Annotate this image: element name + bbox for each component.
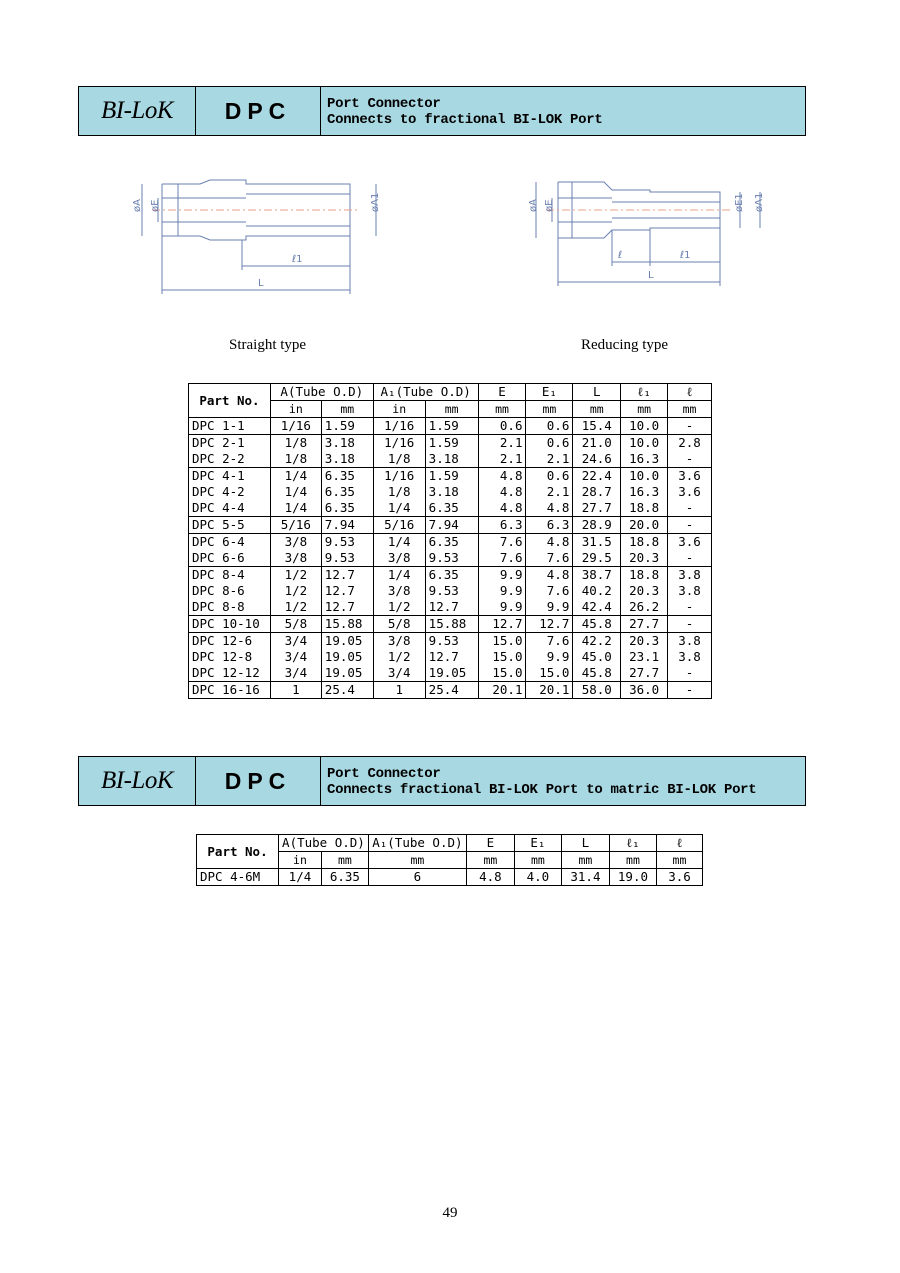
reducing-type-diagram	[520, 170, 780, 300]
table-cell: 9.53	[321, 550, 373, 567]
unit-cell: mm	[321, 401, 373, 418]
table-row	[189, 517, 712, 534]
table-cell: 23.1	[621, 649, 668, 665]
header-part-no: Part No.	[197, 835, 279, 869]
table-cell: 18.8	[621, 534, 668, 551]
table-cell: 7.6	[478, 550, 526, 567]
table-cell: 12.7	[321, 583, 373, 599]
table-row	[189, 649, 712, 665]
section-header-banner	[78, 86, 806, 136]
table-cell: 45.8	[573, 665, 621, 682]
table-cell: 58.0	[573, 682, 621, 699]
unit-cell: in	[279, 852, 322, 869]
brand-logo: BI-LoK	[79, 87, 196, 135]
table-cell: 16.3	[621, 484, 668, 500]
table-cell: 7.94	[321, 517, 373, 534]
table-row	[189, 484, 712, 500]
table-cell: 2.1	[526, 451, 573, 468]
unit-cell: mm	[621, 401, 668, 418]
label-length: L	[648, 270, 654, 281]
table-cell: 4.8	[478, 468, 526, 485]
table-cell: 27.7	[573, 500, 621, 517]
part-number-cell: DPC 4-2	[189, 484, 271, 500]
table-cell: 22.4	[573, 468, 621, 485]
table-cell: 26.2	[621, 599, 668, 616]
row-group	[189, 468, 712, 517]
table-row	[189, 500, 712, 517]
table-cell: 27.7	[621, 665, 668, 682]
table-cell: 1.59	[425, 435, 478, 452]
header-l: L	[573, 384, 621, 401]
part-number-cell: DPC 16-16	[189, 682, 271, 699]
label-l1: ℓ1	[680, 250, 691, 261]
straight-type-diagram	[120, 170, 390, 300]
label-dia-a1: øA1	[370, 192, 381, 212]
table-cell: 29.5	[573, 550, 621, 567]
table-cell: 9.9	[526, 649, 573, 665]
table-row	[189, 468, 712, 485]
table-cell: -	[668, 550, 712, 567]
header-l1: ℓ₁	[609, 835, 656, 852]
table-cell: 0.6	[526, 468, 573, 485]
table-cell: 2.8	[668, 435, 712, 452]
unit-cell: mm	[656, 852, 702, 869]
table-cell: 18.8	[621, 567, 668, 584]
table-cell: 3.18	[321, 435, 373, 452]
table-cell: 3/8	[270, 534, 321, 551]
table-row	[189, 567, 712, 584]
table-cell: 7.6	[526, 550, 573, 567]
description-line-2: Connects fractional BI-LOK Port to matric BI-LOK Port	[327, 782, 757, 798]
table-cell: 31.5	[573, 534, 621, 551]
table-cell: 16.3	[621, 451, 668, 468]
part-number-cell: DPC 8-6	[189, 583, 271, 599]
table-cell: 12.7	[425, 649, 478, 665]
table-cell: 1/4	[373, 500, 425, 517]
unit-cell: mm	[368, 852, 466, 869]
header-e: E	[466, 835, 514, 852]
table-cell: 0.6	[526, 418, 573, 435]
table-row	[189, 583, 712, 599]
table-cell: 6	[368, 869, 466, 886]
brand-logo: BI-LoK	[79, 757, 196, 805]
table-cell: 1/2	[270, 599, 321, 616]
table-cell: 9.9	[526, 599, 573, 616]
header-ell: ℓ	[668, 384, 712, 401]
table-cell: 1/16	[270, 418, 321, 435]
table-row	[189, 665, 712, 682]
table-cell: 15.0	[478, 649, 526, 665]
table-cell: 1/2	[373, 649, 425, 665]
table-cell: 12.7	[478, 616, 526, 633]
header-e: E	[478, 384, 526, 401]
table-cell: 20.3	[621, 550, 668, 567]
table-cell: 1/2	[270, 567, 321, 584]
metric-dimensions-table	[196, 834, 703, 886]
table-cell: 1/4	[373, 534, 425, 551]
table-cell: 9.53	[425, 633, 478, 650]
table-cell: -	[668, 599, 712, 616]
table-cell: 3/8	[373, 583, 425, 599]
unit-cell: mm	[668, 401, 712, 418]
table-cell: 4.8	[478, 484, 526, 500]
table-cell: 3.18	[321, 451, 373, 468]
table-cell: 6.35	[425, 567, 478, 584]
table-cell: 20.3	[621, 633, 668, 650]
part-number-cell: DPC 2-2	[189, 451, 271, 468]
part-number-cell: DPC 4-6M	[197, 869, 279, 886]
dimensions-table	[188, 383, 712, 699]
unit-cell: mm	[478, 401, 526, 418]
table-cell: 1.59	[425, 418, 478, 435]
product-code: DPC	[196, 87, 321, 135]
unit-cell: mm	[609, 852, 656, 869]
table-cell: -	[668, 665, 712, 682]
row-group	[189, 435, 712, 468]
table-cell: 1/8	[270, 435, 321, 452]
header-e1: E₁	[514, 835, 561, 852]
table-cell: 3/8	[373, 633, 425, 650]
table-cell: 12.7	[321, 599, 373, 616]
table-cell: -	[668, 418, 712, 435]
table-cell: 3.6	[656, 869, 702, 886]
table-cell: 9.53	[425, 583, 478, 599]
table-cell: 27.7	[621, 616, 668, 633]
table-cell: 6.35	[425, 500, 478, 517]
table-cell: 10.0	[621, 468, 668, 485]
row-group	[189, 534, 712, 567]
part-number-cell: DPC 4-4	[189, 500, 271, 517]
unit-cell: mm	[321, 852, 368, 869]
table-cell: -	[668, 682, 712, 699]
label-dia-a: øA	[132, 199, 143, 212]
table-cell: 1	[373, 682, 425, 699]
label-l: ℓ	[618, 250, 623, 261]
table-cell: 3/8	[270, 550, 321, 567]
table-cell: 1/8	[373, 484, 425, 500]
table-cell: 1/4	[270, 484, 321, 500]
label-dia-e: øE	[544, 199, 555, 212]
table-cell: 3.6	[668, 534, 712, 551]
part-number-cell: DPC 2-1	[189, 435, 271, 452]
table-cell: 3.8	[668, 583, 712, 599]
table-cell: 24.6	[573, 451, 621, 468]
table-cell: 1/4	[270, 468, 321, 485]
table-cell: 1/4	[270, 500, 321, 517]
table-row	[189, 418, 712, 435]
table-cell: 4.8	[466, 869, 514, 886]
table-cell: 40.2	[573, 583, 621, 599]
part-number-cell: DPC 12-8	[189, 649, 271, 665]
table-cell: 6.35	[321, 468, 373, 485]
table-row	[189, 616, 712, 633]
product-description	[321, 757, 805, 805]
table-row	[189, 599, 712, 616]
unit-cell: mm	[561, 852, 609, 869]
table-cell: 36.0	[621, 682, 668, 699]
table-cell: 4.0	[514, 869, 561, 886]
header-part-no: Part No.	[189, 384, 271, 418]
table-cell: 1/16	[373, 468, 425, 485]
table-cell: 3/4	[270, 665, 321, 682]
row-group	[197, 869, 703, 886]
straight-type-caption: Straight type	[229, 337, 307, 353]
unit-cell: in	[373, 401, 425, 418]
table-cell: 45.0	[573, 649, 621, 665]
table-cell: 25.4	[425, 682, 478, 699]
table-cell: 3.18	[425, 451, 478, 468]
part-number-cell: DPC 6-4	[189, 534, 271, 551]
table-cell: -	[668, 500, 712, 517]
header-a-tube-od: A(Tube O.D)	[279, 835, 369, 852]
table-cell: 28.9	[573, 517, 621, 534]
unit-cell: mm	[425, 401, 478, 418]
table-cell: 45.8	[573, 616, 621, 633]
table-cell: 42.2	[573, 633, 621, 650]
table-cell: 1/2	[270, 583, 321, 599]
table-cell: 15.4	[573, 418, 621, 435]
table-cell: 3/8	[373, 550, 425, 567]
table-cell: 1/2	[373, 599, 425, 616]
table-cell: -	[668, 616, 712, 633]
table-cell: 3/4	[270, 633, 321, 650]
table-cell: 5/8	[270, 616, 321, 633]
part-number-cell: DPC 8-8	[189, 599, 271, 616]
table-cell: 19.05	[425, 665, 478, 682]
table-cell: 21.0	[573, 435, 621, 452]
table-row	[189, 682, 712, 699]
table-cell: 15.88	[321, 616, 373, 633]
part-number-cell: DPC 1-1	[189, 418, 271, 435]
table-row	[189, 550, 712, 567]
table-cell: 9.53	[321, 534, 373, 551]
table-cell: 10.0	[621, 418, 668, 435]
header-a1-tube-od: A₁(Tube O.D)	[373, 384, 478, 401]
table-cell: 5/8	[373, 616, 425, 633]
table-cell: 6.35	[321, 484, 373, 500]
table-row	[189, 451, 712, 468]
table-cell: 6.3	[478, 517, 526, 534]
table-cell: 3.18	[425, 484, 478, 500]
unit-cell: mm	[526, 401, 573, 418]
description-line-1: Port Connector	[327, 96, 441, 112]
row-group	[189, 633, 712, 682]
reducing-type-caption: Reducing type	[581, 337, 669, 353]
table-cell: 15.0	[526, 665, 573, 682]
row-group	[189, 616, 712, 633]
table-cell: 3.6	[668, 468, 712, 485]
table-cell: 1/8	[270, 451, 321, 468]
header-e1: E₁	[526, 384, 573, 401]
table-cell: 6.35	[321, 869, 368, 886]
table-cell: 31.4	[561, 869, 609, 886]
table-cell: 6.35	[321, 500, 373, 517]
row-group	[189, 682, 712, 699]
table-cell: 4.8	[526, 567, 573, 584]
table-cell: 7.6	[478, 534, 526, 551]
table-cell: 19.05	[321, 649, 373, 665]
product-description	[321, 87, 805, 135]
table-cell: 2.1	[478, 451, 526, 468]
table-cell: 9.9	[478, 567, 526, 584]
table-cell: 3.8	[668, 567, 712, 584]
table-cell: 6.35	[425, 534, 478, 551]
page-number: 49	[442, 1205, 458, 1221]
table-cell: 20.1	[526, 682, 573, 699]
part-number-cell: DPC 10-10	[189, 616, 271, 633]
table-cell: 4.8	[478, 500, 526, 517]
table-cell: 2.1	[478, 435, 526, 452]
table-cell: 0.6	[478, 418, 526, 435]
table-cell: 9.53	[425, 550, 478, 567]
table-cell: 20.3	[621, 583, 668, 599]
table-cell: 1.59	[425, 468, 478, 485]
table-cell: 1/4	[373, 567, 425, 584]
table-cell: 3.6	[668, 484, 712, 500]
header-ell: ℓ	[656, 835, 702, 852]
table-cell: 4.8	[526, 534, 573, 551]
table-cell: 0.6	[526, 435, 573, 452]
unit-cell: mm	[573, 401, 621, 418]
unit-cell: mm	[466, 852, 514, 869]
table-cell: 38.7	[573, 567, 621, 584]
section-header-banner	[78, 756, 806, 806]
header-a1-tube-od: A₁(Tube O.D)	[368, 835, 466, 852]
table-cell: 9.9	[478, 583, 526, 599]
header-l1: ℓ₁	[621, 384, 668, 401]
row-group	[189, 517, 712, 534]
table-cell: 1	[270, 682, 321, 699]
table-cell: 1/16	[373, 418, 425, 435]
row-group	[189, 567, 712, 616]
table-cell: 3/4	[373, 665, 425, 682]
part-number-cell: DPC 6-6	[189, 550, 271, 567]
label-length: L	[258, 278, 264, 289]
table-cell: 10.0	[621, 435, 668, 452]
table-cell: 4.8	[526, 500, 573, 517]
table-cell: 18.8	[621, 500, 668, 517]
table-cell: 7.6	[526, 583, 573, 599]
table-cell: 5/16	[373, 517, 425, 534]
table-cell: 3.8	[668, 649, 712, 665]
table-cell: 6.3	[526, 517, 573, 534]
table-cell: 20.1	[478, 682, 526, 699]
table-cell: 12.7	[321, 567, 373, 584]
table-cell: 20.0	[621, 517, 668, 534]
label-dia-e: øE	[150, 199, 161, 212]
unit-cell: in	[270, 401, 321, 418]
table-cell: 28.7	[573, 484, 621, 500]
part-number-cell: DPC 4-1	[189, 468, 271, 485]
table-cell: -	[668, 517, 712, 534]
table-cell: 42.4	[573, 599, 621, 616]
table-row	[189, 534, 712, 551]
label-dia-a1: øA1	[754, 192, 765, 212]
description-line-2: Connects to fractional BI-LOK Port	[327, 112, 603, 128]
table-cell: 2.1	[526, 484, 573, 500]
table-cell: 7.6	[526, 633, 573, 650]
part-number-cell: DPC 5-5	[189, 517, 271, 534]
label-l1: ℓ1	[292, 254, 303, 265]
table-row	[197, 869, 703, 886]
table-cell: 15.0	[478, 665, 526, 682]
table-cell: 15.88	[425, 616, 478, 633]
table-row	[189, 633, 712, 650]
table-cell: 1.59	[321, 418, 373, 435]
table-cell: 1/16	[373, 435, 425, 452]
label-dia-e1: øE1	[734, 193, 745, 212]
table-cell: 7.94	[425, 517, 478, 534]
table-cell: 19.05	[321, 633, 373, 650]
table-cell: 1/8	[373, 451, 425, 468]
unit-cell: mm	[514, 852, 561, 869]
part-number-cell: DPC 12-6	[189, 633, 271, 650]
table-cell: 19.05	[321, 665, 373, 682]
table-cell: 12.7	[526, 616, 573, 633]
table-cell: 3.8	[668, 633, 712, 650]
table-cell: 19.0	[609, 869, 656, 886]
table-cell: 12.7	[425, 599, 478, 616]
part-number-cell: DPC 8-4	[189, 567, 271, 584]
table-cell: 15.0	[478, 633, 526, 650]
table-cell: 25.4	[321, 682, 373, 699]
header-a-tube-od: A(Tube O.D)	[270, 384, 373, 401]
product-code: DPC	[196, 757, 321, 805]
table-cell: 3/4	[270, 649, 321, 665]
table-cell: 5/16	[270, 517, 321, 534]
header-l: L	[561, 835, 609, 852]
table-row	[189, 435, 712, 452]
table-cell: 1/4	[279, 869, 322, 886]
label-dia-a: øA	[528, 199, 539, 212]
part-number-cell: DPC 12-12	[189, 665, 271, 682]
description-line-1: Port Connector	[327, 766, 441, 782]
row-group	[189, 418, 712, 435]
table-cell: -	[668, 451, 712, 468]
table-cell: 9.9	[478, 599, 526, 616]
